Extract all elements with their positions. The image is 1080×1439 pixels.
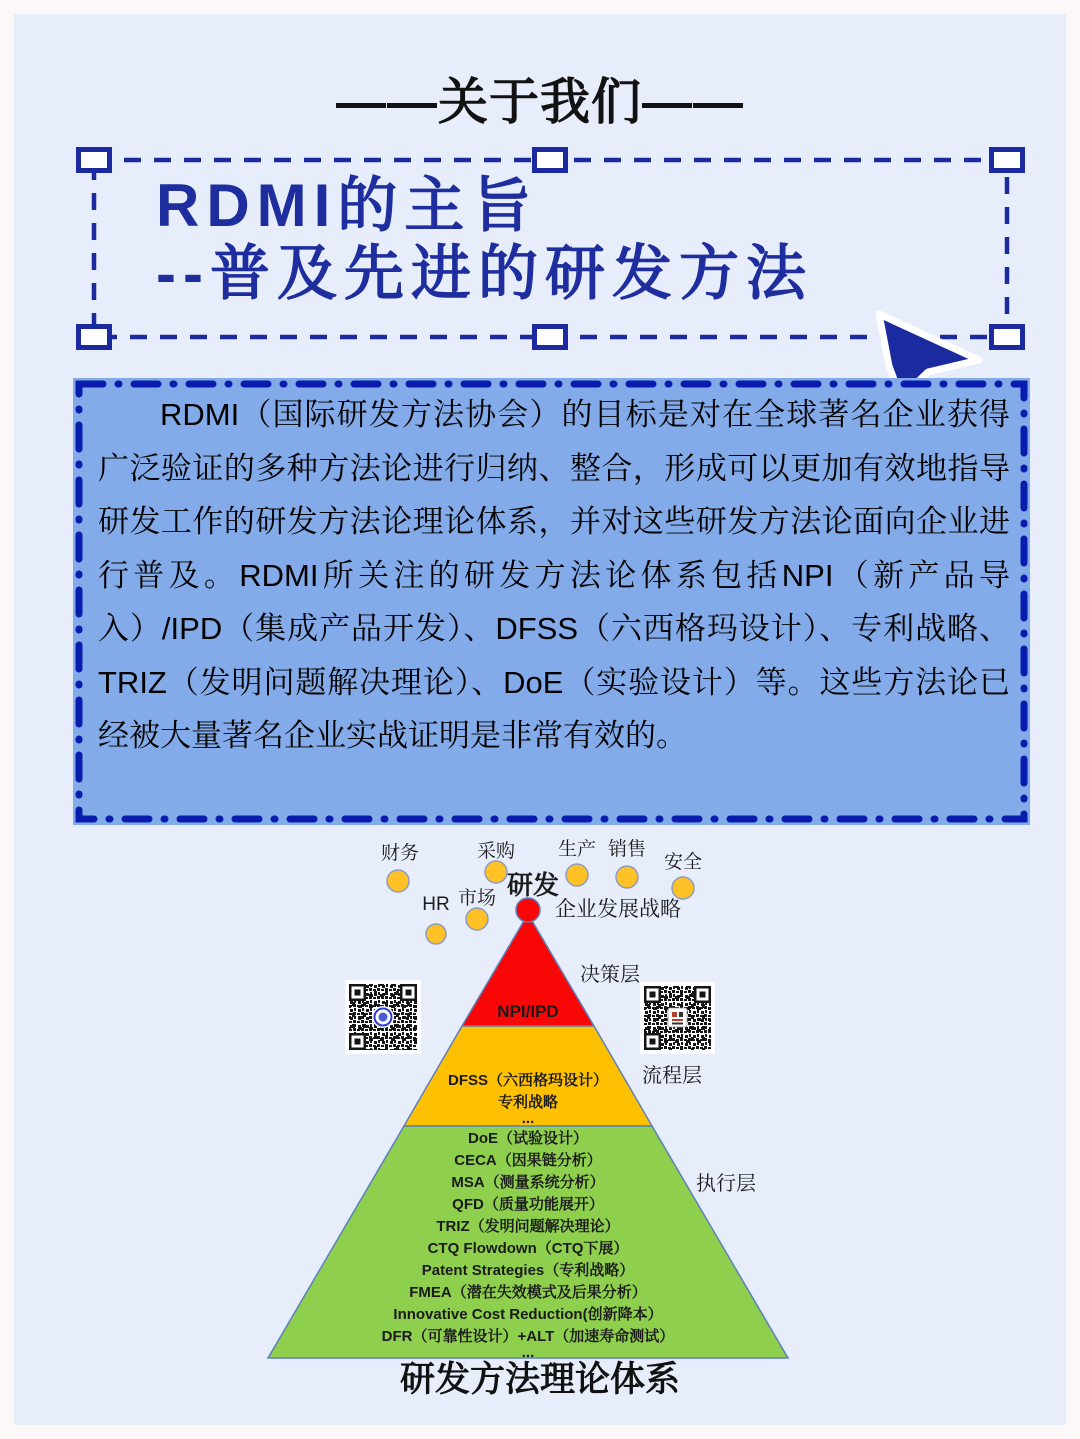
- level-name-decision: 决策层: [580, 964, 640, 986]
- pyramid-item-ellipsis-mid: ...: [521, 1110, 535, 1127]
- dept-label-finance: 财务: [380, 843, 420, 864]
- dept-label-hr: HR: [422, 894, 450, 915]
- pyramid-item-msa: MSA（测量系统分析）: [451, 1174, 605, 1191]
- about-paragraph: RDMI（国际研发方法协会）的目标是对在全球著名企业获得广泛验证的多种方法论进行归纳、整合，形成可以更加有效地指导研发工作的研发方法论理论体系，并对这些研发方法论面向企业进行普及。RDMI所关注的研发方法论体系包括NPI（新产品导入）/IPD（集成产品开发）、DFSS（六西格玛设计）、专利战略、TRIZ（发明问题解决理论）、DoE（实验设计）等。这些方法论已经被大量著名企业实战证明是非常有效的。: [98, 397, 1010, 753]
- pyramid-item-npi-ipd: NPI/IPD: [497, 1002, 559, 1021]
- pyramid-diagram: [240, 830, 820, 1365]
- rd-dot: [516, 898, 540, 922]
- pyramid-item-patent-strategies: Patent Strategies（专利战略）: [421, 1262, 635, 1279]
- dept-label-safety: 安全: [663, 852, 703, 873]
- pyramid-item-ceca: CECA（因果链分析）: [454, 1152, 602, 1169]
- pyramid-item-ctq: CTQ Flowdown（CTQ下展）: [427, 1240, 629, 1257]
- dept-dot-production: [566, 864, 588, 886]
- dept-label-procurement: 采购: [476, 841, 516, 862]
- dept-dot-safety: [672, 877, 694, 899]
- pyramid-item-ellipsis-bottom: ...: [521, 1344, 535, 1361]
- headline-line1: RDMI的主旨: [156, 172, 539, 239]
- rd-label: 研发: [506, 870, 560, 900]
- diagram-caption: 研发方法理论体系: [399, 1360, 680, 1399]
- pyramid-item-triz: TRIZ（发明问题解决理论）: [436, 1218, 620, 1235]
- level-name-process: 流程层: [642, 1065, 702, 1087]
- dept-dot-sales: [616, 866, 638, 888]
- dept-dot-finance: [387, 870, 409, 892]
- section-title: ——关于我们——: [336, 74, 744, 130]
- headline-line2: --普及先进的研发方法: [156, 240, 813, 307]
- qr-code-left: [345, 980, 421, 1054]
- qr-right-logo: [668, 1008, 687, 1027]
- pyramid-item-doe: DoE（试验设计）: [467, 1130, 589, 1147]
- pyramid-item-patent: 专利战略: [497, 1094, 559, 1111]
- selection-handle-bottom-right[interactable]: [989, 324, 1025, 350]
- dept-label-production: 生产: [557, 839, 597, 860]
- dept-dot-procurement: [485, 861, 507, 883]
- qr-code-right: [640, 982, 715, 1054]
- dept-label-marketing: 市场: [457, 888, 497, 909]
- dept-dot-hr: [426, 924, 446, 944]
- selection-handle-bottom-left[interactable]: [76, 324, 112, 350]
- pyramid-item-dfr-alt: DFR（可靠性设计）+ALT（加速寿命测试）: [381, 1328, 675, 1345]
- strategy-label: 企业发展战略: [555, 898, 681, 921]
- pyramid-item-fmea: FMEA（潜在失效模式及后果分析）: [409, 1284, 647, 1301]
- selection-handle-top-middle[interactable]: [532, 147, 568, 173]
- selection-handle-bottom-middle[interactable]: [532, 324, 568, 350]
- selection-handle-top-left[interactable]: [76, 147, 112, 173]
- qr-left-logo: [372, 1006, 394, 1028]
- dept-label-sales: 销售: [607, 839, 647, 860]
- level-name-execution: 执行层: [696, 1173, 756, 1195]
- headline: [156, 172, 813, 308]
- pyramid-item-qfd: QFD（质量功能展开）: [452, 1196, 604, 1213]
- pyramid-item-icr: Innovative Cost Reduction(创新降本）: [393, 1306, 663, 1323]
- pyramid-item-dfss: DFSS（六西格玛设计）: [447, 1072, 609, 1089]
- dept-dot-marketing: [466, 908, 488, 930]
- about-box: [73, 378, 1030, 825]
- selection-handle-top-right[interactable]: [989, 147, 1025, 173]
